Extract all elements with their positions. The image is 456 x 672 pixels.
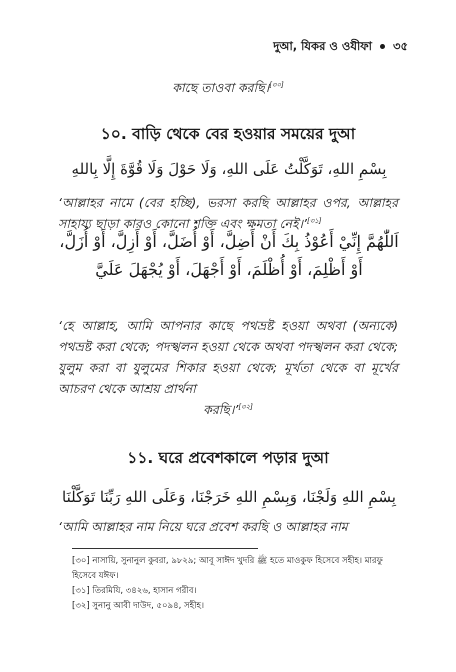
translation-text: ‘হে আল্লাহ, আমি আপনার কাছে পথভ্রষ্ট হওয়া অথবা (অন্যকে) পথভ্রষ্ট করা থেকে; পদস্খলন হওয়া থেকে অথবা পদস্খলন করা থেকে; যুলুম করা বা যুলুমের শিকার হওয়া থেকে; মূর্খতা থেকে বা মূর্খের আচরণ থেকে আশ্রয় প্রার্থনা xyxy=(58,318,398,396)
continued-text xyxy=(0,80,456,100)
footnote-ref-32[interactable]: [৩২] xyxy=(238,402,253,411)
translation-end xyxy=(58,399,398,420)
footnote-30: [৩০] নাসায়ি, সুনানুল কুবরা, ৯৮২৯; আবূ সাঈদ খুদরি ﷺ হতে মাওকুফ হিসেবে সহীহ। মারফু xyxy=(72,556,383,566)
footnote-ref-31[interactable]: [৩১] xyxy=(306,216,322,225)
translation-text: ‘আল্লাহর নামে (বের হচ্ছি), ভরসা করছি আল্লাহর ওপর, আল্লাহর সাহায্য ছাড়া কারও কোনো শক্তি এবং ক্ষমতা নেই।’ xyxy=(58,195,398,231)
footnotes xyxy=(72,554,392,614)
page-number: ৩৫ xyxy=(393,39,408,53)
translation-entering-home: ‘আমি আল্লাহর নাম নিয়ে ঘরে প্রবেশ করছি ও আল্লাহর নাম xyxy=(58,519,348,534)
footnote-32: [৩২] সুনানু আবী দাউদ, ৫০৯৪, সহীহ। xyxy=(72,601,205,611)
footnote-ref-30[interactable]: [৩০] xyxy=(269,80,284,89)
section-heading-11: ১১. ঘরে প্রবেশকালে পড়ার দুআ xyxy=(127,449,329,467)
footnote-divider xyxy=(72,548,258,549)
translation-end-text: করছি।’ xyxy=(203,402,239,417)
header-title: দুআ, যিকর ও ওযীফা xyxy=(273,39,373,53)
section-heading-10: ১০. বাড়ি থেকে বের হওয়ার সময়ের দুআ xyxy=(100,125,356,143)
arabic-dua-leaving-home: بِسْمِ اللهِ، تَوَكَّلْتُ عَلَى اللهِ، وَلَا حَوْلَ وَلَا قُوَّةَ إِلَّا بِاللهِ xyxy=(71,160,387,178)
continued-text-body: কাছে তাওবা করছি। xyxy=(172,80,270,95)
running-header xyxy=(273,38,408,57)
footnote-30-continued: হিসেবে যঈফ। xyxy=(72,571,119,581)
bullet-icon xyxy=(380,44,385,49)
translation-refuge xyxy=(58,315,398,420)
footnote-31: [৩১] তিরমিযি, ৩৪২৬, হাসান গরীব। xyxy=(72,586,197,596)
arabic-dua-refuge: اَللّٰهُمَّ إِنِّيْ أَعُوْذُ بِكَ أَنْ أَضِلَّ، أَوْ أُضَلَّ، أَوْ أَزِلَّ، أَوْ أُزَلَّ، أَوْ أَظْلِمَ، أَوْ أُظْلَمَ، أَوْ أَجْهَلَ، أَوْ يُجْهَلَ عَلَيَّ xyxy=(59,232,399,279)
arabic-dua-entering-home: بِسْمِ اللهِ وَلَجْنَا، وَبِسْمِ اللهِ خَرَجْنَا، وَعَلَى اللهِ رَبِّنَا تَوَكَّلْنَا xyxy=(62,488,396,506)
